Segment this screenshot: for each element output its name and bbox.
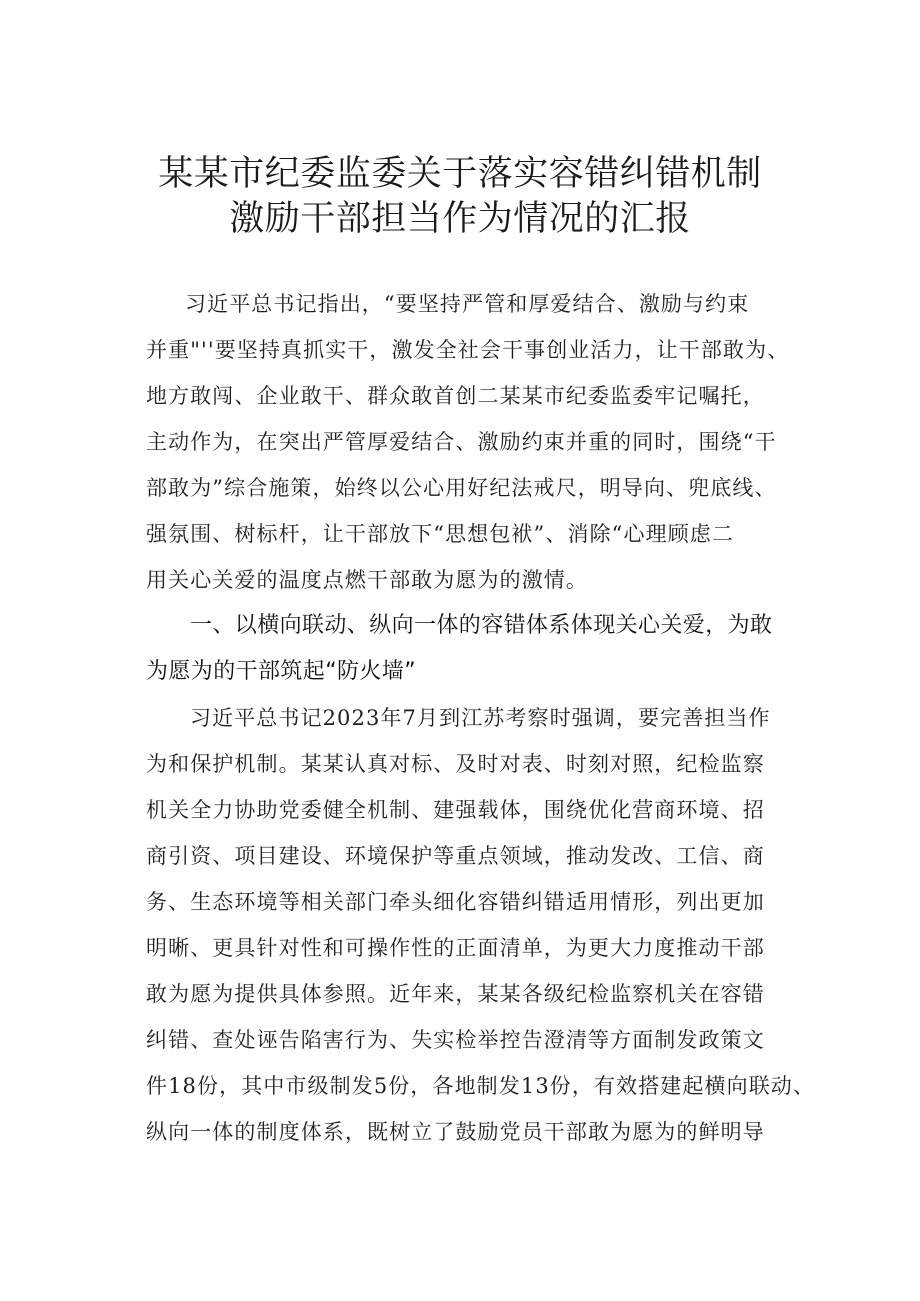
section-1-line-4: 商引资、项目建设、环境保护等重点领域，推动发改、工信、商 — [146, 844, 765, 868]
intro-line-4: 主动作为，在突出严管厚爱结合、激励约束并重的同时，围绕“干 — [146, 430, 777, 454]
section-1-line-5: 务、生态环境等相关部门牵头细化容错纠错适用情形，列出更加 — [146, 890, 765, 914]
section-1-line-8: 纠错、查处诬告陷害行为、失实检举控告澄清等方面制发政策文 — [146, 1028, 765, 1052]
section-1-line-6: 明晰、更具针对性和可操作性的正面清单，为更大力度推动干部 — [146, 936, 765, 960]
intro-line-3: 地方敢闯、企业敢干、群众敢首创二某某市纪委监委牢记嘱托， — [146, 384, 765, 408]
section-1-line-1: 习近平总书记2023年7月到江苏考察时强调，要完善担当作 — [190, 706, 771, 730]
intro-line-7: 用关心关爱的温度点燃干部敢为愿为的激情。 — [146, 568, 588, 592]
intro-line-6: 强氛围、树标杆，让干部放下“思想包袱”、消除“心理顾虑二 — [146, 522, 735, 546]
intro-line-2: 并重"''要坚持真抓实干，激发全社会干事创业活力，让干部敢为、 — [146, 338, 790, 362]
section-1-line-7: 敢为愿为提供具体参照。近年来，某某各级纪检监察机关在容错 — [146, 982, 765, 1006]
document-title — [120, 152, 800, 242]
section-1-heading-line-1: 一、以横向联动、纵向一体的容错体系体现关心关爱，为敢 — [190, 613, 773, 638]
intro-line-1: 习近平总书记指出，“要坚持严管和厚爱结合、激励与约束 — [185, 292, 750, 316]
section-1-heading-line-2: 为愿为的干部筑起“防火墙” — [146, 659, 416, 684]
section-1-line-10: 纵向一体的制度体系，既树立了鼓励党员干部敢为愿为的鲜明导 — [146, 1120, 765, 1144]
section-1-line-2: 为和保护机制。某某认真对标、及时对表、时刻对照，纪检监察 — [146, 752, 765, 776]
intro-line-5: 部敢为”综合施策，始终以公心用好纪法戒尺，明导向、兜底线、 — [146, 476, 777, 500]
title-line-1: 某某市纪委监委关于落实容错纠错机制 — [158, 154, 762, 194]
title-line-2: 激励干部担当作为情况的汇报 — [229, 199, 691, 239]
section-1-line-9: 件18份，其中市级制发5份，各地制发13份，有效搭建起横向联动、 — [146, 1074, 816, 1098]
section-1-line-3: 机关全力协助党委健全机制、建强载体，围绕优化营商环境、招 — [146, 798, 765, 822]
